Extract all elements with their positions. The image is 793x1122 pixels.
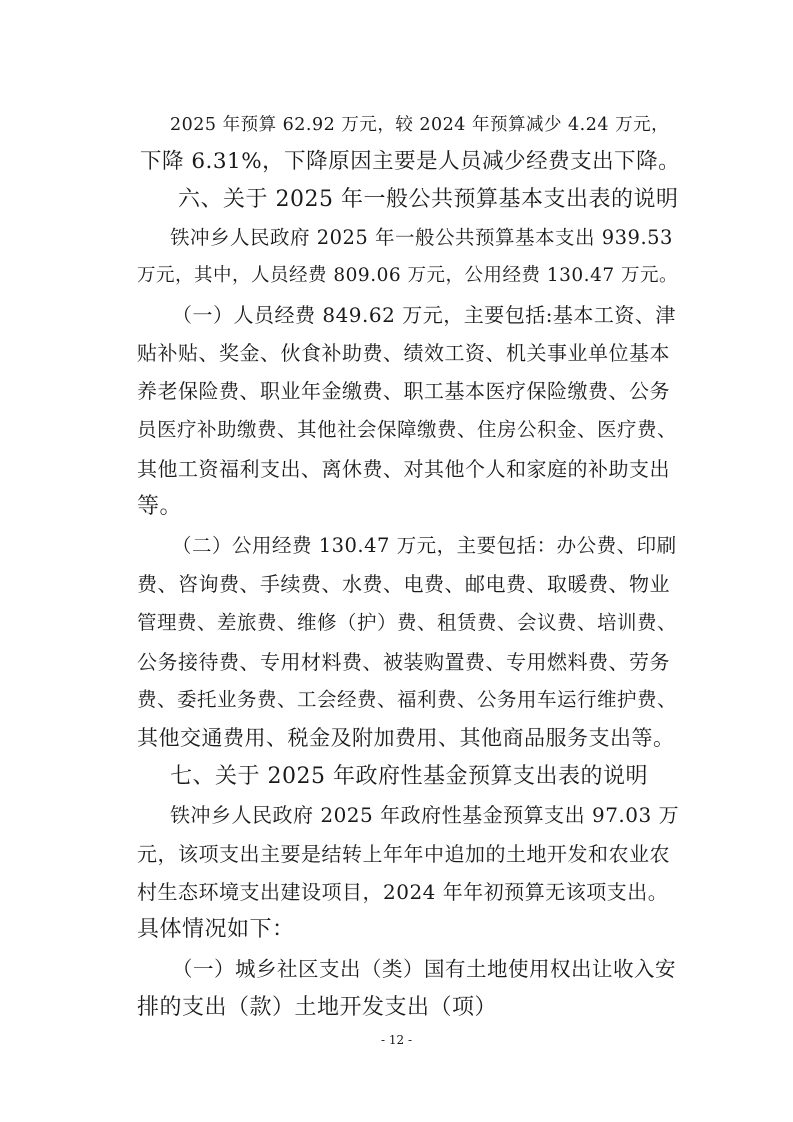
paragraph-line: 员医疗补助缴费、其他社会保障缴费、住房公积金、医疗费、 — [137, 418, 678, 441]
paragraph-line: 费、委托业务费、工会经费、福利费、公务用车运行维护费、 — [137, 688, 678, 711]
paragraph-line: 村生态环境支出建设项目，2024 年年初预算无该项支出。 — [137, 880, 669, 904]
paragraph-line: 公务接待费、专用材料费、被装购置费、专用燃料费、劳务 — [137, 650, 670, 674]
paragraph-line: 铁冲乡人民政府 2025 年一般公共预算基本支出 939.53 — [170, 226, 673, 249]
page-number: - 12 - — [380, 1033, 412, 1047]
paragraph-line: 养老保险费、职业年金缴费、职工基本医疗保险缴费、公务 — [137, 379, 670, 403]
section-heading: 七、关于 2025 年政府性基金预算支出表的说明 — [170, 764, 648, 789]
paragraph-line: 具体情况如下： — [137, 917, 295, 942]
paragraph-line: 贴补贴、奖金、伙食补助费、绩效工资、机关事业单位基本 — [137, 341, 670, 365]
paragraph-line: 2025 年预算 62.92 万元，较 2024 年预算减少 4.24 万元， — [170, 115, 670, 135]
paragraph-line: 其他交通费用、税金及附加费用、其他商品服务支出等。 — [137, 726, 675, 750]
paragraph-line: 下降 6.31%，下降原因主要是人员减少经费支出下降。 — [140, 149, 681, 174]
paragraph-line: 费、咨询费、手续费、水费、电费、邮电费、取暖费、物业 — [137, 572, 670, 596]
paragraph-line: 管理费、差旅费、维修（护）费、租赁费、会议费、培训费、 — [137, 611, 678, 634]
paragraph-line: 万元，其中，人员经费 809.06 万元，公用经费 130.47 万元。 — [137, 265, 678, 286]
paragraph-line: 其他工资福利支出、离休费、对其他个人和家庭的补助支出 — [137, 457, 670, 481]
paragraph-line: 等。 — [137, 494, 183, 519]
paragraph-line: 元，该项支出主要是结转上年年中追加的土地开发和农业农 — [137, 842, 670, 866]
paragraph-line: 铁冲乡人民政府 2025 年政府性基金预算支出 97.03 万 — [170, 803, 680, 827]
section-heading: 六、关于 2025 年一般公共预算基本支出表的说明 — [178, 187, 679, 212]
paragraph-line: （二）公用经费 130.47 万元，主要包括：办公费、印刷 — [172, 534, 677, 557]
paragraph-line: （一）城乡社区支出（类）国有土地使用权出让收入安 — [172, 957, 676, 981]
paragraph-line: 排的支出（款）土地开发支出（项） — [137, 995, 498, 1020]
paragraph-line: （一）人员经费 849.62 万元，主要包括:基本工资、津 — [172, 303, 676, 327]
